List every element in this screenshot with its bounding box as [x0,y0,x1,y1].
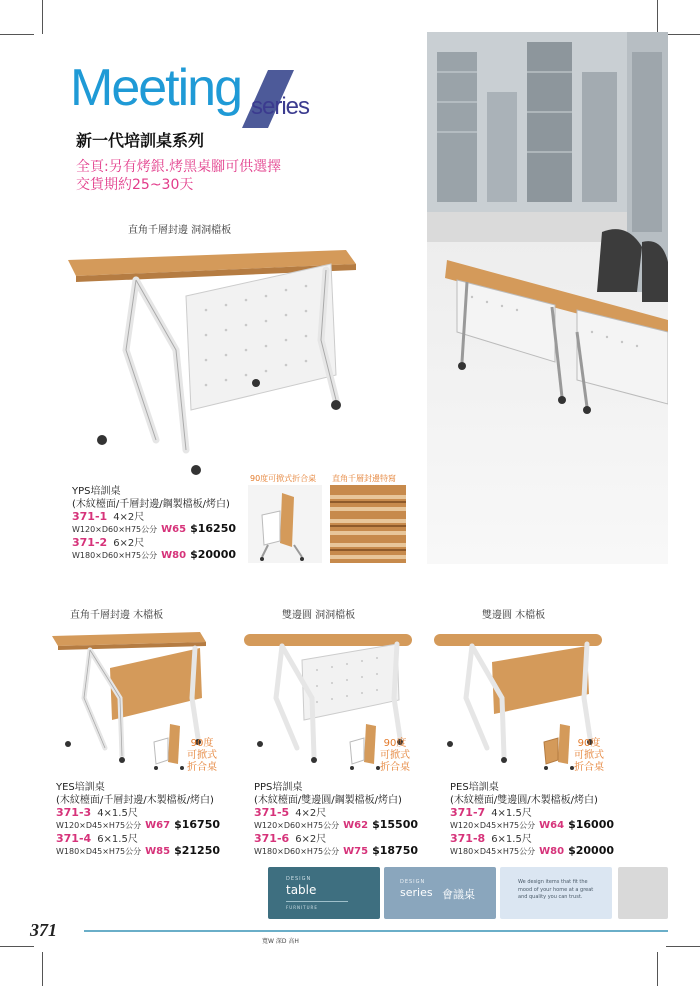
product-desc: (木紋檯面/雙邊圓/鋼製檔板/烤白) [254,795,402,806]
footer-rule [84,930,668,932]
footer-box-tagline [500,867,612,919]
fold-label: 90度 可掀式 折合桌 [187,738,217,773]
product-price: $16250 [190,522,237,535]
yps-table-image [66,240,366,480]
product-price: $20000 [190,548,237,561]
crop-mark [666,34,700,35]
fold-label: 90度 可掀式 折合桌 [380,738,410,773]
crop-mark [666,946,700,947]
product-desc: (木紋檯面/雙邊圓/木製檔板/烤白) [450,795,598,806]
crop-mark [0,34,34,35]
product-dims-row: W120×D45×H75公分 W64 $16000 [450,818,615,831]
fold-detail-photo [150,724,190,772]
dimension-legend: 寬W 深D 高H [262,938,299,945]
fold-tag: 90度可掀式折合桌 [250,474,317,483]
page-number: 371 [30,920,57,940]
fold-detail-photo [248,485,322,563]
crop-mark [0,946,34,947]
crop-mark [657,0,658,34]
product-code-row: 371-6 6×2尺 [254,832,327,845]
product-code-row: 371-4 6×1.5尺 [56,832,138,845]
product-image-label: 雙邊圓 木檔板 [482,610,546,621]
product-dims-row: W120×D45×H75公分 W67 $16750 [56,818,221,831]
footer-box-top: DESIGN [286,876,312,882]
office-scene-photo [427,32,668,564]
product-code-row: 371-5 4×2尺 [254,806,327,819]
footer-box-series [384,867,496,919]
product-dims-row: W180×D60×H75公分 W75 $18750 [254,844,419,857]
footer-box-table [268,867,380,919]
product-dims-row [72,548,236,561]
product-dims-row: W120×D60×H75公分 W62 $15500 [254,818,419,831]
product-image-label: 雙邊圓 洞洞檔板 [282,610,356,621]
product-code-row: 371-3 4×1.5尺 [56,806,138,819]
crop-mark [42,952,43,986]
footer-box-blank [618,867,668,919]
product-name: YPS培訓桌 [72,486,121,497]
edge-detail-photo [330,485,406,563]
product-code-row [72,534,144,549]
delivery-note: 交貨期約25~30天 [76,177,194,193]
product-code-row [72,508,144,523]
product-image-label: 直角千層封邊 木檔板 [70,610,164,621]
product-dims-row: W180×D45×H75公分 W80 $20000 [450,844,615,857]
product-desc: (木紋檯面/千層封邊/木製檔板/烤白) [56,795,214,806]
footer-box-main: series [400,886,433,899]
edge-tag: 直角千層封邊特寫 [332,474,396,483]
product-code: 371-1 [72,510,108,523]
option-note: 全頁:另有烤銀.烤黑桌腳可供選擇 [76,159,282,175]
footer-box-top: DESIGN [400,879,426,885]
product-dims: W120×D60×H75公分 [72,525,158,534]
product-dims: W180×D60×H75公分 [72,551,158,560]
product-code: 371-2 [72,536,108,549]
footer-tagline: We design items that fit the mood of your home at a great and quality you can trust. [518,879,594,900]
product-size: 4×2尺 [113,512,145,523]
main-image-label: 直角千層封邊 洞洞檔板 [128,225,232,236]
fold-label: 90度 可掀式 折合桌 [574,738,604,773]
product-name: PES培訓桌 [450,782,499,793]
product-code-row: 371-7 4×1.5尺 [450,806,532,819]
product-code-row: 371-8 6×1.5尺 [450,832,532,845]
footer-box-cn: 會議桌 [442,888,475,901]
page-subtitle: 新一代培訓桌系列 [76,131,205,150]
footer-box-bottom: FURNITURE [286,905,318,910]
page-title: Meeting [70,59,241,117]
product-dims-row: W180×D45×H75公分 W85 $21250 [56,844,221,857]
product-name: PPS培訓桌 [254,782,303,793]
product-desc: (木紋檯面/千層封邊/鋼製檔板/烤白) [72,499,230,510]
crop-mark [42,0,43,34]
product-size: 6×2尺 [113,538,145,549]
footer-box-main: table [286,883,317,897]
crop-mark [657,952,658,986]
product-name: YES培訓桌 [56,782,105,793]
series-wordmark: series [251,93,310,120]
product-weight: W65 [161,524,187,535]
product-weight: W80 [161,550,187,561]
